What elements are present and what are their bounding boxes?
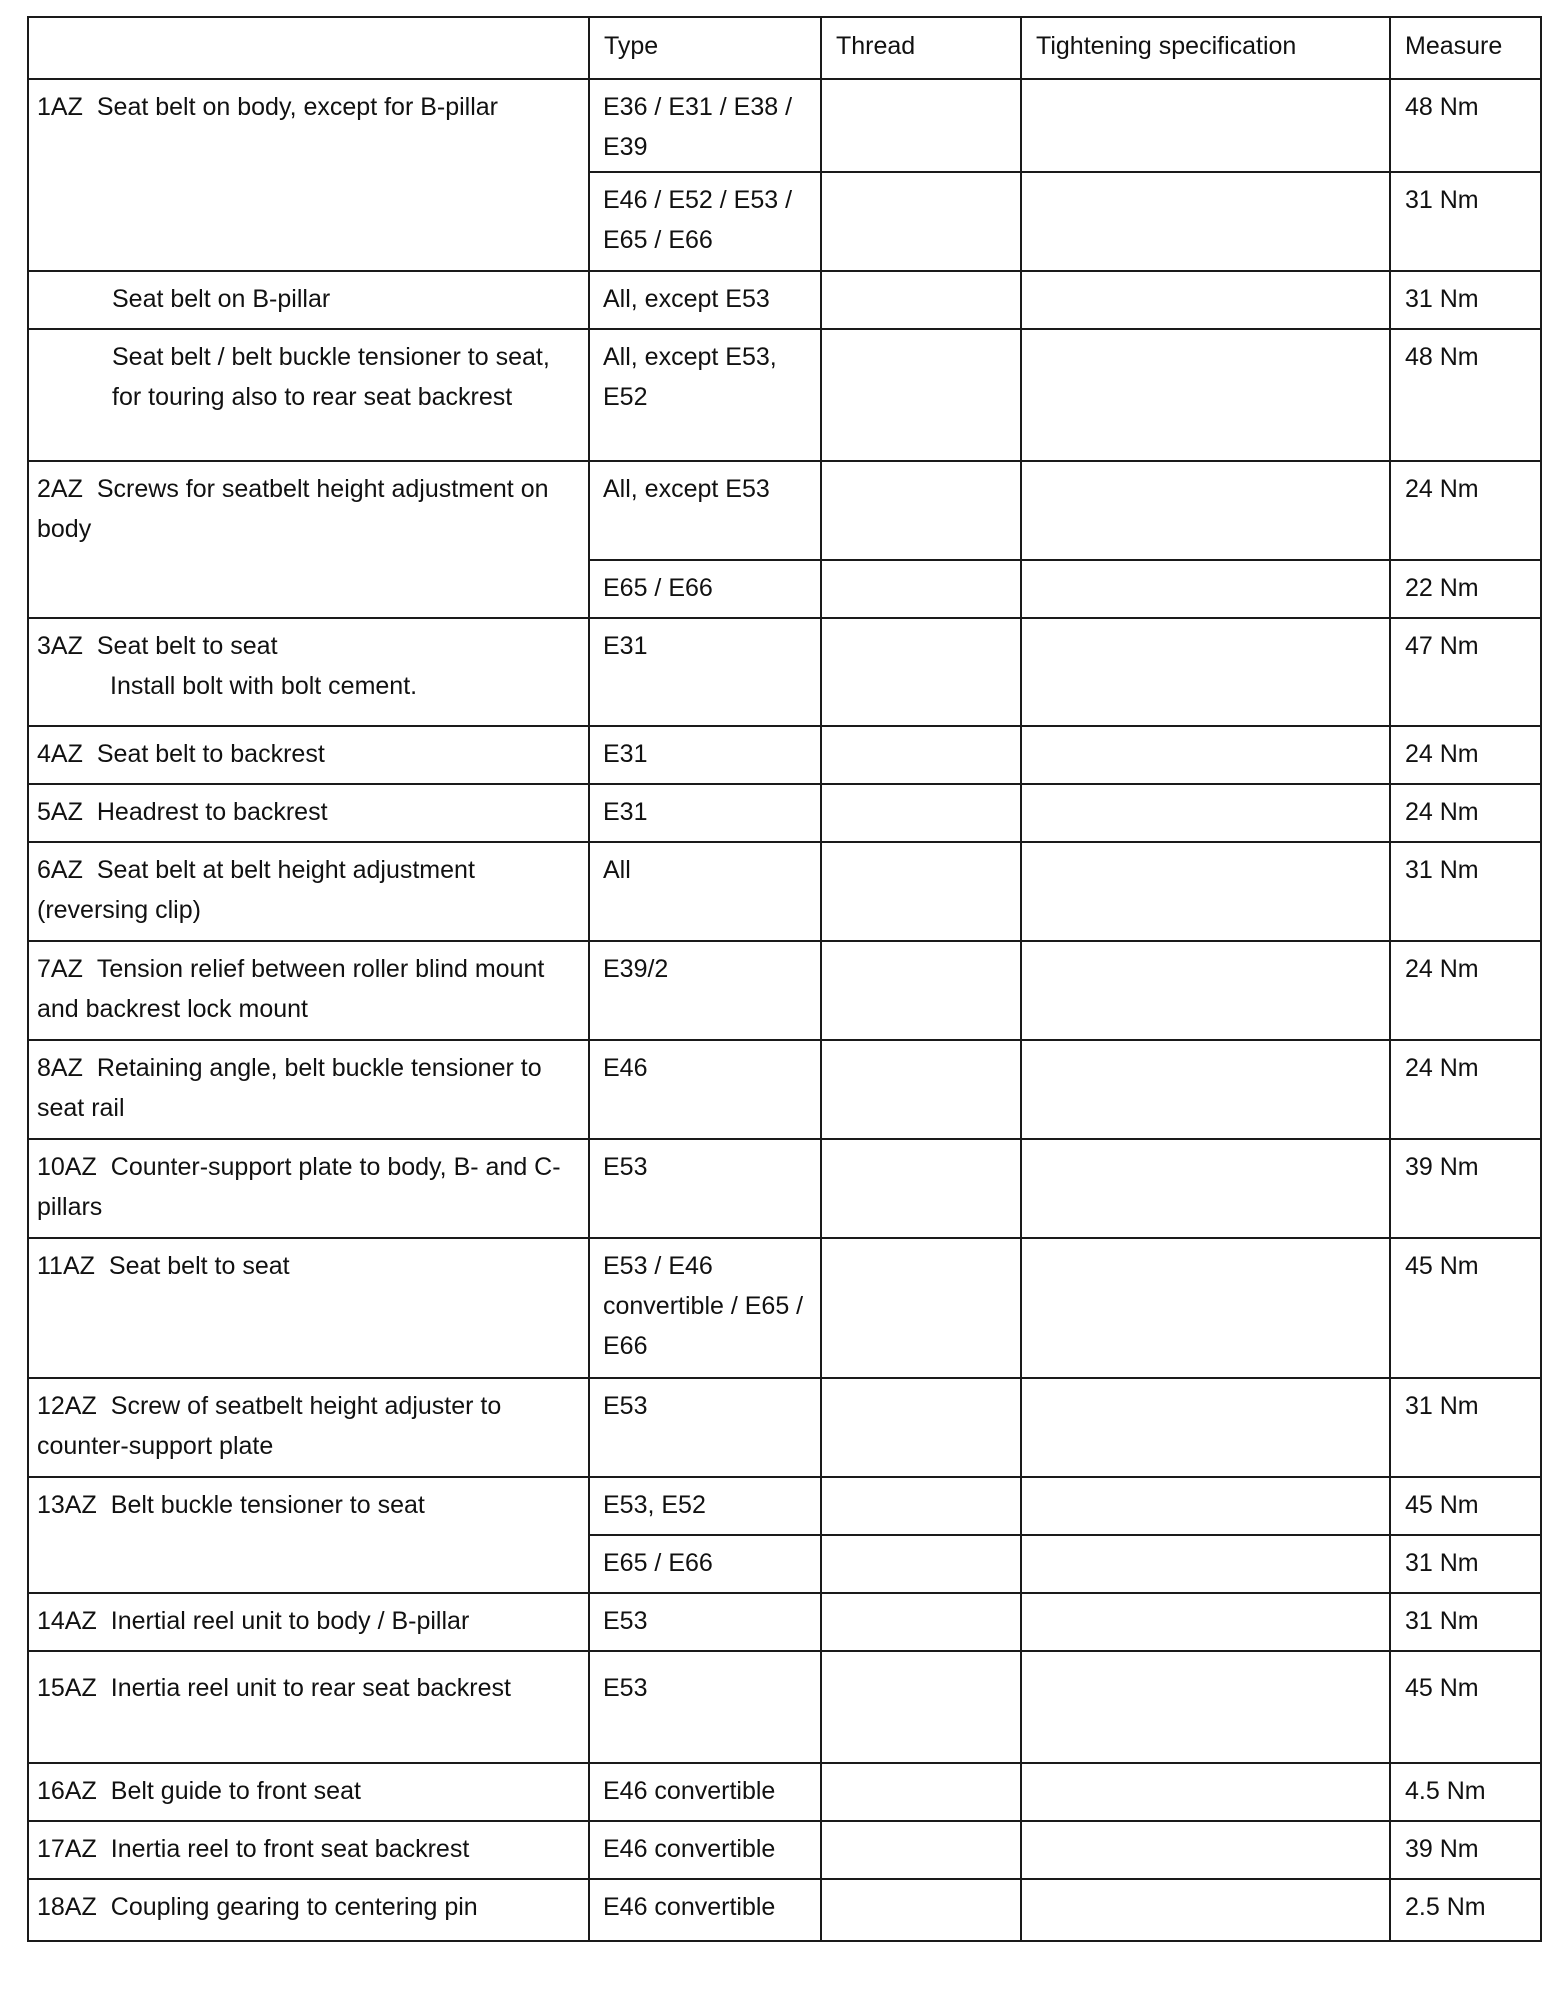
spec-cell (1021, 1378, 1390, 1477)
type-cell: E31 (589, 784, 821, 842)
spec-cell (1021, 172, 1390, 271)
item-note: Install bolt with bolt cement. (110, 672, 418, 700)
measure-cell: 2.5 Nm (1390, 1879, 1541, 1941)
measure-cell: 24 Nm (1390, 461, 1541, 560)
measure-cell: 31 Nm (1390, 1535, 1541, 1593)
item-description: Belt buckle tensioner to seat (110, 1491, 425, 1519)
table-row (28, 1040, 1541, 1139)
spec-cell (1021, 842, 1390, 941)
item-code: 16AZ (37, 1777, 97, 1805)
item-description: Counter-support plate to body, B- and C-pillars (37, 1153, 561, 1221)
item-description: Seat belt to backrest (96, 740, 325, 768)
header-thread: Thread (821, 17, 1021, 79)
item-cell (28, 726, 589, 784)
spec-cell (1021, 618, 1390, 726)
measure-cell: 24 Nm (1390, 726, 1541, 784)
item-description: Inertia reel to front seat backrest (110, 1835, 470, 1863)
measure-cell: 24 Nm (1390, 941, 1541, 1040)
thread-cell (821, 172, 1021, 271)
item-code: 1AZ (37, 93, 83, 121)
thread-cell (821, 1593, 1021, 1651)
type-cell: E46 (589, 1040, 821, 1139)
type-cell: E65 / E66 (589, 1535, 821, 1593)
spec-cell (1021, 1821, 1390, 1879)
item-cell (28, 79, 589, 271)
item-code: 14AZ (37, 1607, 97, 1635)
table-row (28, 1139, 1541, 1238)
measure-cell: 31 Nm (1390, 172, 1541, 271)
table-row (28, 79, 1541, 172)
item-code: 5AZ (37, 798, 83, 826)
table-row (28, 1477, 1541, 1535)
item-code: 6AZ (37, 856, 83, 884)
spec-cell (1021, 1477, 1390, 1535)
thread-cell (821, 941, 1021, 1040)
table-row (28, 784, 1541, 842)
measure-cell: 39 Nm (1390, 1821, 1541, 1879)
item-code: 4AZ (37, 740, 83, 768)
thread-cell (821, 1378, 1021, 1477)
table-row (28, 329, 1541, 461)
item-cell (28, 1593, 589, 1651)
measure-cell: 22 Nm (1390, 560, 1541, 618)
type-cell: E46 convertible (589, 1821, 821, 1879)
thread-cell (821, 1651, 1021, 1763)
type-cell: E46 convertible (589, 1879, 821, 1941)
spec-cell (1021, 560, 1390, 618)
item-cell (28, 1139, 589, 1238)
spec-cell (1021, 941, 1390, 1040)
header-item (28, 17, 589, 79)
measure-cell: 24 Nm (1390, 1040, 1541, 1139)
type-cell: E36 / E31 / E38 / E39 (589, 79, 821, 172)
thread-cell (821, 842, 1021, 941)
table-row (28, 1378, 1541, 1477)
thread-cell (821, 784, 1021, 842)
item-cell (28, 1238, 589, 1378)
type-cell: E46 / E52 / E53 / E65 / E66 (589, 172, 821, 271)
spec-cell (1021, 1651, 1390, 1763)
type-cell: All, except E53 (589, 461, 821, 560)
item-description: Retaining angle, belt buckle tensioner to seat rail (37, 1054, 542, 1122)
item-cell (28, 784, 589, 842)
item-description: Seat belt on body, except for B-pillar (96, 93, 499, 121)
table-row (28, 1821, 1541, 1879)
spec-cell (1021, 79, 1390, 172)
header-measure: Measure (1390, 17, 1541, 79)
type-cell: All, except E53 (589, 271, 821, 329)
item-cell (28, 1651, 589, 1763)
table-row (28, 618, 1541, 726)
item-description: Screws for seatbelt height adjustment on body (37, 475, 549, 543)
item-cell (28, 1879, 589, 1941)
spec-cell (1021, 271, 1390, 329)
spec-cell (1021, 329, 1390, 461)
measure-cell: 31 Nm (1390, 1378, 1541, 1477)
spec-cell (1021, 1238, 1390, 1378)
thread-cell (821, 1477, 1021, 1535)
type-cell: All (589, 842, 821, 941)
table-row (28, 726, 1541, 784)
torque-spec-table (27, 16, 1542, 1942)
item-cell (28, 461, 589, 618)
thread-cell (821, 1535, 1021, 1593)
item-code: 10AZ (37, 1153, 97, 1181)
type-cell: E53 (589, 1139, 821, 1238)
item-cell (28, 1378, 589, 1477)
item-code: 12AZ (37, 1392, 97, 1420)
type-cell: E65 / E66 (589, 560, 821, 618)
spec-cell (1021, 1763, 1390, 1821)
spec-cell (1021, 726, 1390, 784)
item-code: 17AZ (37, 1835, 97, 1863)
type-cell: E53 (589, 1378, 821, 1477)
item-description: Seat belt on B-pillar (112, 285, 331, 313)
type-cell: E39/2 (589, 941, 821, 1040)
measure-cell: 47 Nm (1390, 618, 1541, 726)
measure-cell: 24 Nm (1390, 784, 1541, 842)
spec-cell (1021, 461, 1390, 560)
thread-cell (821, 1879, 1021, 1941)
measure-cell: 31 Nm (1390, 271, 1541, 329)
item-code: 3AZ (37, 632, 83, 660)
measure-cell: 45 Nm (1390, 1477, 1541, 1535)
spec-cell (1021, 784, 1390, 842)
item-code: 15AZ (37, 1674, 97, 1702)
table-row (28, 1763, 1541, 1821)
item-cell (28, 941, 589, 1040)
table-row (28, 941, 1541, 1040)
measure-cell: 45 Nm (1390, 1651, 1541, 1763)
item-description: Belt guide to front seat (110, 1777, 361, 1805)
measure-cell: 39 Nm (1390, 1139, 1541, 1238)
header-type: Type (589, 17, 821, 79)
table-row (28, 461, 1541, 560)
item-description: Seat belt / belt buckle tensioner to seat, for touring also to rear seat backrest (112, 343, 550, 411)
type-cell: E53, E52 (589, 1477, 821, 1535)
measure-cell: 4.5 Nm (1390, 1763, 1541, 1821)
measure-cell: 31 Nm (1390, 1593, 1541, 1651)
thread-cell (821, 560, 1021, 618)
item-code: 18AZ (37, 1893, 97, 1921)
item-cell (28, 1763, 589, 1821)
table-row (28, 1238, 1541, 1378)
measure-cell: 45 Nm (1390, 1238, 1541, 1378)
item-code: 8AZ (37, 1054, 83, 1082)
item-description: Headrest to backrest (96, 798, 328, 826)
table-row (28, 1593, 1541, 1651)
thread-cell (821, 461, 1021, 560)
spec-cell (1021, 1535, 1390, 1593)
table-row (28, 271, 1541, 329)
spec-cell (1021, 1040, 1390, 1139)
table-row (28, 1879, 1541, 1941)
thread-cell (821, 726, 1021, 784)
thread-cell (821, 79, 1021, 172)
thread-cell (821, 618, 1021, 726)
item-code: 2AZ (37, 475, 83, 503)
table-header-row (28, 17, 1541, 79)
type-cell: E31 (589, 618, 821, 726)
item-cell (28, 1040, 589, 1139)
item-cell (28, 1477, 589, 1593)
type-cell: E53 (589, 1651, 821, 1763)
item-cell (28, 329, 589, 461)
thread-cell (821, 1238, 1021, 1378)
item-code: 13AZ (37, 1491, 97, 1519)
item-description: Seat belt to seat (96, 632, 278, 660)
spec-cell (1021, 1139, 1390, 1238)
item-cell (28, 842, 589, 941)
item-cell (28, 1821, 589, 1879)
item-code: 7AZ (37, 955, 83, 983)
item-code: 11AZ (37, 1252, 95, 1280)
item-description: Seat belt to seat (108, 1252, 290, 1280)
item-cell (28, 618, 589, 726)
item-description: Inertial reel unit to body / B-pillar (110, 1607, 470, 1635)
type-cell: E31 (589, 726, 821, 784)
measure-cell: 31 Nm (1390, 842, 1541, 941)
item-description: Tension relief between roller blind mount and backrest lock mount (37, 955, 545, 1023)
type-cell: E53 / E46 convertible / E65 / E66 (589, 1238, 821, 1378)
thread-cell (821, 1821, 1021, 1879)
measure-cell: 48 Nm (1390, 329, 1541, 461)
thread-cell (821, 271, 1021, 329)
item-cell (28, 271, 589, 329)
type-cell: E53 (589, 1593, 821, 1651)
measure-cell: 48 Nm (1390, 79, 1541, 172)
item-description: Screw of seatbelt height adjuster to counter-support plate (37, 1392, 502, 1460)
table-row (28, 842, 1541, 941)
table-row (28, 1651, 1541, 1763)
item-description: Seat belt at belt height adjustment (reversing clip) (37, 856, 475, 924)
item-description: Coupling gearing to centering pin (110, 1893, 478, 1921)
spec-cell (1021, 1593, 1390, 1651)
thread-cell (821, 1763, 1021, 1821)
type-cell: All, except E53, E52 (589, 329, 821, 461)
thread-cell (821, 329, 1021, 461)
item-description: Inertia reel unit to rear seat backrest (110, 1674, 511, 1702)
spec-cell (1021, 1879, 1390, 1941)
type-cell: E46 convertible (589, 1763, 821, 1821)
thread-cell (821, 1040, 1021, 1139)
header-tightening-spec: Tightening specification (1021, 17, 1390, 79)
thread-cell (821, 1139, 1021, 1238)
